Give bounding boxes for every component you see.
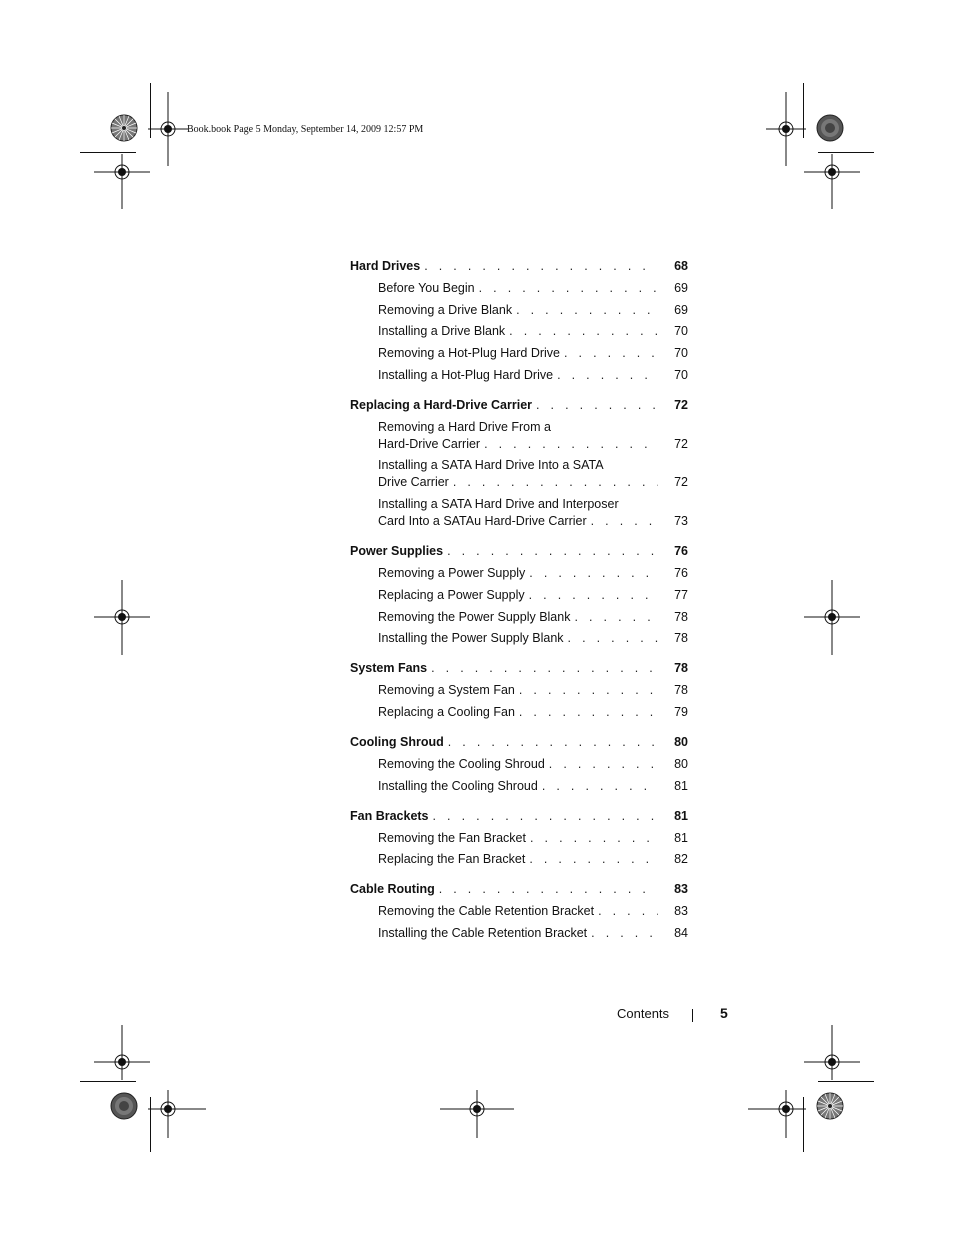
registration-mark-icon (804, 154, 860, 209)
toc-entry-sub[interactable] (350, 419, 688, 453)
toc-entry-title: Removing a Power Supply (378, 566, 526, 581)
dot-leader (598, 903, 658, 920)
toc-entry-sub[interactable] (350, 496, 688, 530)
toc-entry-page: 83 (674, 904, 688, 919)
toc-entry-sub[interactable] (350, 302, 688, 319)
toc-entry-page: 78 (674, 683, 688, 698)
toc-entry-title: Before You Begin (378, 281, 475, 295)
dot-leader (591, 925, 658, 942)
toc-entry-title: Card Into a SATAu Hard-Drive Carrier (378, 514, 587, 529)
page-number: 5 (720, 1005, 728, 1021)
registration-mark-icon (148, 92, 188, 166)
dot-leader (516, 302, 658, 319)
registration-mark-icon (440, 1090, 514, 1138)
footer-divider (692, 1009, 693, 1022)
registration-mark-icon (148, 1090, 206, 1138)
toc-entry-page: 69 (674, 281, 688, 295)
toc-entry-main[interactable] (350, 258, 688, 275)
toc-entry-sub[interactable] (350, 587, 688, 604)
toc-entry-page: 69 (674, 302, 688, 317)
toc-entry-title: Hard Drives (350, 259, 421, 273)
dot-leader (549, 756, 658, 773)
toc-entry-sub[interactable] (350, 345, 688, 362)
starburst-target-icon (816, 1092, 844, 1120)
dot-leader (574, 609, 658, 626)
toc-section (350, 734, 688, 795)
toc-section (350, 258, 688, 384)
starburst-target-icon (816, 114, 844, 142)
dot-leader (530, 830, 658, 847)
dot-leader (519, 704, 658, 721)
registration-mark-icon (94, 580, 150, 655)
toc-entry-title: Replacing a Cooling Fan (378, 704, 515, 719)
toc-entry-page: 81 (674, 778, 688, 793)
dot-leader (453, 474, 658, 491)
toc-section (350, 881, 688, 942)
toc-entry-sub[interactable] (350, 682, 688, 699)
dot-leader (424, 258, 658, 275)
toc-entry-title: Installing a Hot-Plug Hard Drive (378, 367, 554, 382)
toc-section (350, 660, 688, 721)
toc-entry-title: Removing the Cable Retention Bracket (378, 904, 595, 919)
dot-leader (519, 682, 658, 699)
toc-entry-title: Removing a Hot-Plug Hard Drive (378, 346, 561, 361)
toc-entry-title: Fan Brackets (350, 808, 429, 823)
toc-section (350, 543, 688, 647)
toc-entry-page: 70 (674, 346, 688, 361)
toc-section (350, 397, 688, 530)
toc-entry-page: 80 (674, 734, 688, 749)
registration-mark-icon (804, 1025, 860, 1080)
toc-entry-title: Replacing a Hard-Drive Carrier (350, 397, 533, 412)
toc-entry-page: 68 (674, 259, 688, 273)
toc-entry-sub[interactable] (350, 630, 688, 647)
toc-entry-title: Removing a Drive Blank (378, 302, 513, 317)
dot-leader (448, 734, 658, 751)
registration-mark-icon (804, 580, 860, 655)
toc-entry-sub[interactable] (350, 609, 688, 626)
toc-entry-page: 80 (674, 756, 688, 771)
toc-entry-page: 81 (674, 830, 688, 845)
toc-entry-page: 78 (674, 609, 688, 624)
toc-entry-title: Hard-Drive Carrier (378, 436, 481, 451)
toc-entry-page: 84 (674, 925, 688, 940)
toc-entry-title-line: Removing a Hard Drive From a (378, 419, 551, 434)
dot-leader (479, 280, 658, 297)
toc-entry-sub[interactable] (350, 830, 688, 847)
toc-entry-title: Cable Routing (350, 882, 435, 897)
dot-leader (447, 543, 658, 560)
dot-leader (509, 323, 658, 340)
toc-entry-title: Drive Carrier (378, 475, 449, 490)
toc-entry-main[interactable] (350, 543, 688, 560)
toc-entry-main[interactable] (350, 397, 688, 414)
dot-leader (564, 345, 658, 362)
toc-entry-sub[interactable] (350, 367, 688, 384)
registration-mark-icon (94, 1025, 150, 1080)
toc-entry-title: Replacing a Power Supply (378, 587, 525, 602)
toc-entry-page: 72 (674, 397, 688, 412)
footer-label: Contents (617, 1006, 670, 1021)
toc-entry-sub[interactable] (350, 778, 688, 795)
toc-entry-title: Power Supplies (350, 544, 444, 559)
dot-leader (431, 660, 658, 677)
toc-entry-title: Installing a Drive Blank (378, 324, 506, 339)
dot-leader (529, 565, 658, 582)
starburst-target-icon (110, 1092, 138, 1120)
toc-entry-sub[interactable] (350, 903, 688, 920)
table-of-contents (350, 258, 688, 955)
toc-entry-sub[interactable] (350, 565, 688, 582)
toc-entry-sub[interactable] (350, 704, 688, 721)
toc-entry-page: 70 (674, 367, 688, 382)
page-footer (617, 1005, 728, 1021)
toc-entry-page: 76 (674, 544, 688, 559)
toc-entry-page: 78 (674, 631, 688, 646)
toc-entry-title-line: Installing a SATA Hard Drive Into a SATA (378, 458, 604, 473)
toc-entry-title: Removing a System Fan (378, 683, 515, 698)
toc-entry-page: 70 (674, 324, 688, 339)
toc-entry-title: Installing the Cooling Shroud (378, 778, 538, 793)
dot-leader (591, 513, 658, 530)
toc-entry-sub[interactable] (350, 323, 688, 340)
toc-entry-title: Replacing the Fan Bracket (378, 852, 526, 867)
toc-entry-page: 81 (674, 808, 688, 823)
dot-leader (568, 630, 659, 647)
starburst-target-icon (110, 114, 138, 142)
dot-leader (557, 367, 658, 384)
registration-mark-icon (766, 92, 806, 166)
dot-leader (439, 881, 658, 898)
dot-leader (529, 851, 658, 868)
toc-entry-page: 82 (674, 852, 688, 867)
toc-entry-title: Removing the Fan Bracket (378, 830, 526, 845)
toc-entry-page: 79 (674, 704, 688, 719)
toc-entry-sub[interactable] (350, 851, 688, 868)
toc-entry-page: 72 (674, 475, 688, 490)
toc-entry-title: Installing the Cable Retention Bracket (378, 925, 588, 940)
toc-entry-sub[interactable] (350, 756, 688, 773)
toc-entry-main[interactable] (350, 881, 688, 898)
toc-section (350, 808, 688, 869)
dot-leader (529, 587, 658, 604)
toc-entry-page: 77 (674, 587, 688, 602)
toc-entry-title: Removing the Cooling Shroud (378, 756, 545, 771)
toc-entry-page: 83 (674, 882, 688, 897)
dot-leader (433, 808, 659, 825)
toc-entry-sub[interactable] (350, 457, 688, 491)
dot-leader (536, 397, 658, 414)
toc-entry-main[interactable] (350, 734, 688, 751)
toc-entry-sub[interactable] (350, 280, 688, 297)
toc-entry-main[interactable] (350, 808, 688, 825)
toc-entry-page: 73 (674, 514, 688, 529)
toc-entry-title: Removing the Power Supply Blank (378, 609, 571, 624)
registration-mark-icon (94, 154, 150, 209)
dot-leader (542, 778, 658, 795)
toc-entry-main[interactable] (350, 660, 688, 677)
dot-leader (484, 436, 658, 453)
toc-entry-title-line: Installing a SATA Hard Drive and Interposer (378, 497, 619, 512)
toc-entry-page: 76 (674, 566, 688, 581)
toc-entry-page: 78 (674, 661, 688, 676)
registration-mark-icon (748, 1090, 806, 1138)
toc-entry-title: Installing the Power Supply Blank (378, 631, 564, 646)
toc-entry-title: System Fans (350, 661, 428, 676)
toc-entry-title: Cooling Shroud (350, 734, 444, 749)
toc-entry-page: 72 (674, 436, 688, 451)
toc-entry-sub[interactable] (350, 925, 688, 942)
print-slug: Book.book Page 5 Monday, September 14, 2009 12:57 PM (187, 124, 424, 135)
